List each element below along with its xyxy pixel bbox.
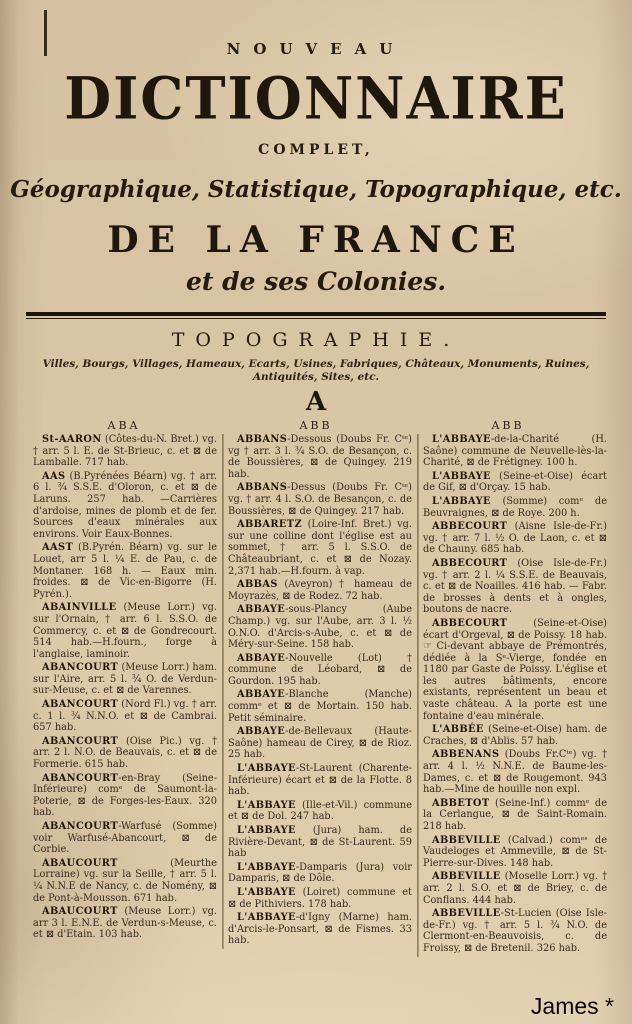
entry-headword: ABAUCOURT <box>42 906 118 918</box>
entries-column <box>28 434 222 943</box>
entry-headword: ABANCOURT <box>42 821 119 832</box>
entry-headword: ABBANS <box>237 482 288 494</box>
gazetteer-entry: ABBAYE-Blanche (Manche) commᵉ et ⊠ de Mortain. 150 hab. Petit séminaire. <box>228 689 412 724</box>
gazetteer-entry: AAST (B.Pyrén. Béarn) vg. sur le Louet, arr 5 l. ¼ E. de Pau, c. de Montaner. 168 h. — Eaux min. froides. ⊠ de Vic-en-Bigorre (H. Pyrén.). <box>33 542 217 600</box>
section-heading-topographie: TOPOGRAPHIE. <box>171 329 461 351</box>
entry-headword: ABBAYE <box>237 689 286 701</box>
entry-headword: ABANCOURT <box>42 735 119 747</box>
title-dictionnaire: DICTIONNAIRE <box>64 63 568 133</box>
entry-headword: L'ABBAYE <box>432 434 491 445</box>
title-complet: COMPLET, <box>258 142 374 158</box>
gazetteer-entry: ABBEVILLE (Moselle Lorr.) vg. † arr. 2 l. S.O. et ⊠ de Briey, c. de Conflans. 444 hab. <box>423 871 607 906</box>
entry-headword: St-AARON <box>42 434 102 445</box>
column-header: ABA <box>107 419 141 432</box>
entry-headword: ABBAS <box>237 579 278 591</box>
gazetteer-entry: ABANCOURT (Meuse Lorr.) ham. sur l'Aire, arr. 5 l. ¾ O. de Verdun-sur-Meuse, c. et ⊠ de Varennes. <box>33 662 217 697</box>
entry-headword: ABBAYE <box>237 726 286 738</box>
entry-headword: ABAINVILLE <box>42 602 117 614</box>
entry-headword: ABBAYE <box>237 604 286 616</box>
entry-headword: L'ABBAYE <box>432 495 491 507</box>
gazetteer-entry: L'ABBAYE (Jura) ham. de Rivière-Devant, ⊠ de St-Laurent. 59 hab <box>228 825 412 860</box>
gazetteer-entry: L'ABBAYE-de-la-Charité (H. Saône) commune de Neuvelle-lès-la-Charité, ⊠ de Frétigney. 100 h. <box>423 434 607 469</box>
entries-column <box>222 434 417 949</box>
entry-headword: L'ABBAYE <box>237 825 296 836</box>
entry-headword: ABBEVILLE <box>432 908 501 920</box>
entry-headword: AAS <box>42 470 66 482</box>
entry-headword: ABBECOURT <box>432 557 508 569</box>
entry-headword: ABBECOURT <box>432 617 508 629</box>
entry-headword: ABBAYE <box>237 652 286 664</box>
gazetteer-entry: ABBECOURT (Seine-et-Oise) écart d'Orgeval, ⊠ de Poissy. 18 hab. ☞ Ci-devant abbaye de Prémontrés, dédiée à la Sᵉ-Vierge, fondée en 1180 par Gaste de Poissy. L'église et les autres bâtiments, encore existants, représentent un beau et vaste château. A la porte est une fontaine d'eau minérale. <box>423 617 607 722</box>
gazetteer-entry: ABBARETZ (Loire-Inf. Bret.) vg. sur une colline dont l'église est au sommet, † arr. 5 l. S.S.O. de Châteaubriant, c. et ⊠ de Nozay. 2,371 hab.—H.fourn. à vap. <box>228 519 412 577</box>
subtitle-blackletter: Géographique, Statistique, Topographique, etc. <box>10 176 622 203</box>
entry-headword: ABBETOT <box>432 797 490 809</box>
gazetteer-entry: ABBAYE-sous-Plancy (Aube Champ.) vg. sur l'Aube, arr. 3 l. ½ O.N.O. d'Arcis-s-Aube, c. et ⊠ de Méry-sur-Seine. 158 hab. <box>228 604 412 651</box>
gazetteer-entry: St-AARON (Côtes-du-N. Bret.) vg. † arr. 5 l. E. de St-Brieuc, c. et ⊠ de Lamballe. 717 hab. <box>33 434 217 469</box>
gazetteer-entry: ABANCOURT-en-Bray (Seine-Inférieure) comᵉ de Saumont-la-Poterie, ⊠ de Forges-les-Eaux. 320 hab. <box>33 772 217 819</box>
column-headers-row <box>28 419 604 432</box>
title-colonies: et de ses Colonies. <box>185 267 447 296</box>
letter-heading-a: A <box>305 387 327 417</box>
gazetteer-entry: ABBECOURT (Aisne Isle-de-Fr.) vg. † arr. 7 l. ½ O. de Laon, c. et ⊠ de Chauny. 685 hab. <box>423 521 607 556</box>
entry-headword: L'ABBAYE <box>432 470 491 482</box>
gazetteer-entry: ABANCOURT (Nord Fl.) vg. † arr. c. 1 l. ¾ N.N.O. et ⊠ de Cambrai. 657 hab. <box>33 699 217 734</box>
column-header: ABB <box>491 419 525 432</box>
gazetteer-entry: ABBAS (Aveyron) † hameau de Moyrazès, ⊠ de Rodez. 72 hab. <box>228 579 412 602</box>
gazetteer-entry: ABBANS-Dessus (Doubs Fr. Cᵗᵉ) vg. † arr. 4 l. S.O. de Besançon, c. de Boussières, ⊠ de Quingey. 217 hab. <box>228 482 412 517</box>
title-de-la-france: DE LA FRANCE <box>107 219 525 261</box>
title-block <box>0 0 632 296</box>
gazetteer-entry: L'ABBAYE-d'Igny (Marne) ham. d'Arcis-le-Ponsart, ⊠ de Fismes. 33 hab. <box>228 912 412 947</box>
gazetteer-entry: L'ABBAYE-Damparis (Jura) voir Damparis, ⊠ de Dôle. <box>228 861 412 885</box>
entry-headword: L'ABBAYE <box>237 886 296 898</box>
entry-headword: ABBEVILLE <box>432 871 501 883</box>
entry-headword: AAST <box>42 542 74 554</box>
gazetteer-entry: ABAUCOURT (Meuse Lorr.) vg. arr 3 l. E.N.E. de Verdun-s-Meuse, c. et ⊠ d'Etain. 103 hab. <box>33 906 217 941</box>
entry-headword: ABANCOURT <box>42 772 119 784</box>
gazetteer-entry: L'ABBAYE-St-Laurent (Charente-Inférieure) écart et ⊠ de la Flotte. 8 hab. <box>228 763 412 798</box>
entry-headword: ABAUCOURT <box>42 857 118 869</box>
gazetteer-entry: ABBEVILLE (Calvad.) comᵉˢ de Vaudeloges et Ammeville, ⊠ de St-Pierre-sur-Dives. 148 hab. <box>423 834 607 869</box>
entry-headword: L'ABBAYE <box>237 912 296 924</box>
column-header: ABB <box>299 419 333 432</box>
gazetteer-entry: ABAINVILLE (Meuse Lorr.) vg. sur l'Ornain, † arr. 6 l. S.S.O. de Commercy, c. et ⊠ de Gondrecourt. 514 hab.—H.fourn., forge à l'anglaise, laminoir. <box>33 602 217 660</box>
gazetteer-entry: ABBANS-Dessous (Doubs Fr. Cᵗᵉ) vg † arr. 3 l. ¾ S.O. de Besançon, c. de Boussières, ⊠ de Quingey. 219 hab. <box>228 434 412 480</box>
entry-headword: L'ABBAYE <box>237 763 296 775</box>
gazetteer-entry: ABBEVILLE-St-Lucien (Oise Isle-de-Fr.) vg. † arr. 5 l. ¾ N.O. de Clermont-en-Beauvoisis, c. de Froissy, ⊠ de Bretenil. 326 hab. <box>423 908 607 954</box>
entry-headword: ABBANS <box>237 434 288 445</box>
entry-headword: ABANCOURT <box>42 662 119 674</box>
watermark-text: James * <box>530 993 614 1019</box>
entry-headword: L'ABBAYE <box>237 799 296 811</box>
gazetteer-entry: L'ABBAYE (Seine-et-Oise) écart de Gif, ⊠ d'Orçay. 15 hab. <box>423 470 607 494</box>
gazetteer-entry: ABBAYE-Nouvelle (Lot) † commune de Léobard, ⊠ de Gourdon. 195 hab. <box>228 652 412 687</box>
gazetteer-entry: AAS (B.Pyrénées Béarn) vg. † arr. 6 l. ¾ S.S.E. d'Oloron, c. et ⊠ de Laruns. 257 hab. —Carrières d'ardoise, mines de plomb et de fer. Sources d'eaux minérales aux environs. Voir Eaux-Bonnes. <box>33 470 217 540</box>
gazetteer-entry: L'ABBAYE (Somme) comᵉ de Beuvraignes, ⊠ de Roye. 200 h. <box>423 495 607 519</box>
gazetteer-entry: ABANCOURT (Oise Pic.) vg. † arr. 2 l. N.O. de Beauvais, c. et ⊠ de Formerie. 615 hab. <box>33 735 217 771</box>
gazetteer-entry: ABBECOURT (Oise Isle-de-Fr.) vg. † arr. 2 l. ¼ S.S.E. de Beauvais, c. et ⊠ de Noailles. 416 hab. — Fabr. de brosses à dents et à ongles, boutons de nacre. <box>423 557 607 616</box>
entry-headword: L'ABBÉE <box>432 724 484 736</box>
gazetteer-entry: L'ABBAYE (Ille-et-Vil.) commune et ⊠ de Dol. 247 hab. <box>228 799 412 823</box>
title-nouveau: NOUVEAU <box>226 40 406 58</box>
entry-headword: ABANCOURT <box>42 699 119 711</box>
section-description: Villes, Bourgs, Villages, Hameaux, Ecarts, Usines, Fabriques, Châteaux, Monuments, Ruines, Antiquités, Sites, etc. <box>42 358 590 383</box>
entries-column <box>417 434 612 957</box>
horizontal-double-rule <box>26 312 606 319</box>
entry-headword: ABBENANS <box>432 749 500 761</box>
gazetteer-entry: ABBAYE-de-Bellevaux (Haute-Saône) hameau de Cirey, ⊠ de Rioz. 25 hab. <box>228 726 412 761</box>
scan-edge-artifact <box>44 10 47 56</box>
entries-columns <box>28 434 612 957</box>
entry-headword: ABBARETZ <box>237 519 303 531</box>
gazetteer-entry: ABAUCOURT (Meurthe Lorraine) vg. sur la Seille, † arr. 5 l. ¼ N.N.E de Nancy, c. de Nomény, ⊠ de Pont-à-Mousson. 671 hab. <box>33 857 217 904</box>
gazetteer-entry: L'ABBAYE (Loiret) commune et ⊠ de Pithiviers. 178 hab. <box>228 886 412 910</box>
entry-headword: ABBECOURT <box>432 521 508 533</box>
gazetteer-entry: ABBENANS (Doubs Fr.Cᵗᵉ) vg. † arr. 4 l. ½ N.N.E. de Baume-les-Dames, c. et ⊠ de Rougemont. 943 hab.—Mine de houille non expl. <box>423 749 607 796</box>
entry-headword: ABBEVILLE <box>432 834 501 846</box>
gazetteer-entry: ABANCOURT-Warfusé (Somme) voir Warfusé-Abancourt, ⊠ de Corbie. <box>33 821 217 856</box>
gazetteer-entry: L'ABBÉE (Seine-et-Oise) ham. de Craches, ⊠ d'Ablis. 57 hab. <box>423 724 607 747</box>
gazetteer-entry: ABBETOT (Seine-Inf.) commᵉ de la Cerlangue, ⊠ de Saint-Romain. 218 hab. <box>423 797 607 832</box>
entry-headword: L'ABBAYE <box>237 861 296 873</box>
